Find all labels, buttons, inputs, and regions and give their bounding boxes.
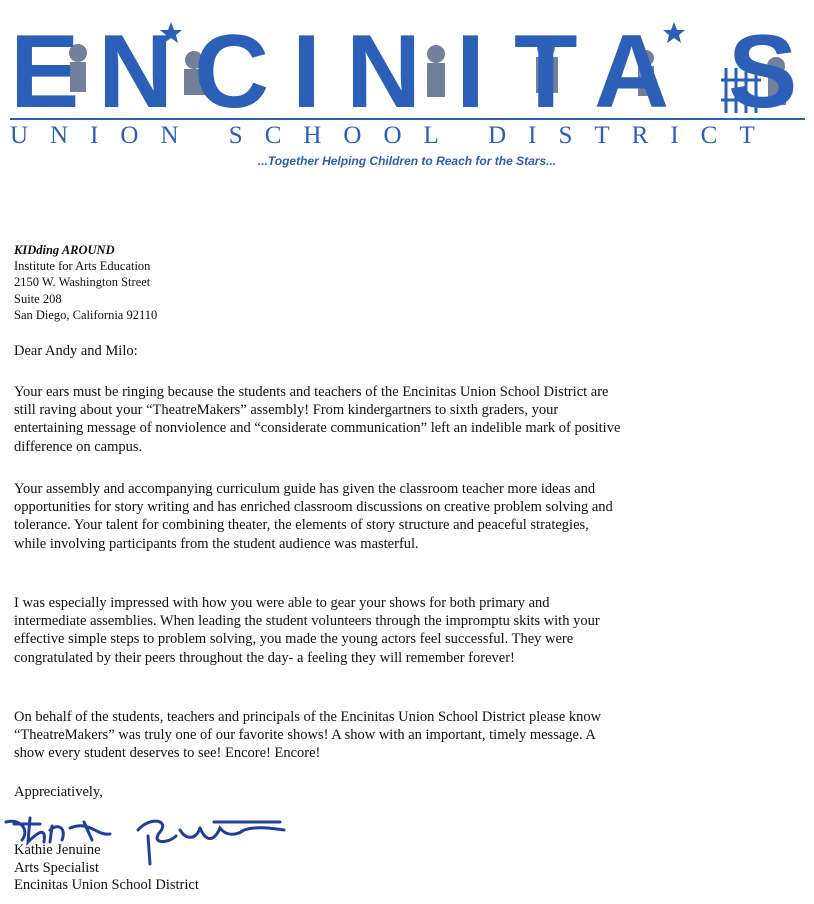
body-paragraph: I was especially impressed with how you were able to gear your shows for both primary and intermediate assemblies. When leading the student volunteers through the impromptu skits with your effective simple steps to problem solving, you made the young actors feel successful. They were congratulated by their peers throughout the day- a feeling they will remember forever! <box>14 595 600 666</box>
district-logo <box>6 8 806 130</box>
logo-letter: N <box>346 14 422 130</box>
recipient-address <box>14 242 157 323</box>
address-line: Institute for Arts Education <box>14 259 151 274</box>
logo-letter: S <box>728 14 798 130</box>
logo-wordmark <box>6 8 806 130</box>
letterhead <box>0 0 814 180</box>
address-line: 2150 W. Washington Street <box>14 275 151 290</box>
logo-letter: A <box>594 14 670 130</box>
recipient-org: KIDding AROUND <box>14 243 115 257</box>
district-name <box>10 118 805 150</box>
closing: Appreciatively, <box>14 784 103 800</box>
body-paragraph: Your assembly and accompanying curriculum guide has given the classroom teacher more ideas and opportunities for story writing and has enriched classroom discussions on creative problem solving and tolerance. Your talent for combining theater, the elements of story structure and peaceful strategies, while involving participants from the student audience was masterful. <box>14 481 613 552</box>
logo-letter: T <box>514 14 578 130</box>
body-paragraph: Your ears must be ringing because the students and teachers of the Encinitas Union School District are still raving about your “TheatreMakers” assembly! From kindergartners to sixth graders, your entertaining message of nonviolence and “considerate communication” left an indelible mark of positive difference on campus. <box>14 384 621 455</box>
signer-title: Arts Specialist <box>14 859 99 876</box>
salutation: Dear Andy and Milo: <box>14 343 138 359</box>
address-line: Suite 208 <box>14 291 62 306</box>
tagline <box>0 154 814 168</box>
signature-block <box>14 842 199 895</box>
logo-letter: C <box>194 14 270 130</box>
logo-letter: N <box>98 14 174 130</box>
district-name-text: UNION SCHOOL DISTRICT <box>10 122 777 149</box>
address-line: San Diego, California 92110 <box>14 307 158 322</box>
body-paragraph: On behalf of the students, teachers and principals of the Encinitas Union School District please know “TheatreMakers” was truly one of our favorite shows! A show with an important, timely message. A show every student deserves to see! Encore! Encore! <box>14 709 602 762</box>
tagline-text: ...Together Helping Children to Reach for the Stars... <box>257 154 557 168</box>
logo-letter: I <box>292 14 321 130</box>
signer-organization: Encinitas Union School District <box>14 877 199 893</box>
logo-letter: E <box>10 14 80 130</box>
logo-letter: I <box>456 14 485 130</box>
signer-name: Kathie Jenuine <box>14 842 101 858</box>
